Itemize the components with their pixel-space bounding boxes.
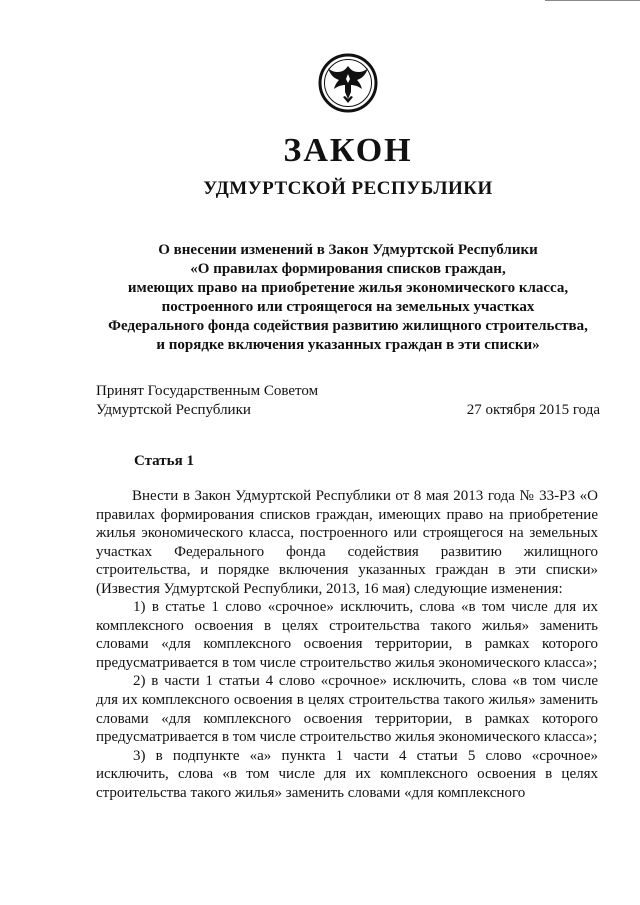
adoption-block: [96, 382, 600, 419]
heading-line: «О правилах формирования списков граждан,: [190, 261, 506, 277]
article-paragraph: 2) в части 1 статьи 4 слово «срочное» исключить, слова «в том числе для их комплексного освоения в целях строительства такого жилья» заменить словами «для комплексного освоения территории, в рамках которого предусматривается в том числе строительство жилья экономического класса»;: [96, 673, 598, 746]
top-edge-line: [545, 0, 640, 1]
adopted-by-line2: Удмуртской Республики: [96, 401, 251, 418]
article-body: [96, 487, 598, 802]
heading-line: О внесении изменений в Закон Удмуртской Республики: [158, 242, 538, 258]
article-paragraph: Внести в Закон Удмуртской Республики от 8 мая 2013 года № 33-РЗ «О правилах формирования списков граждан, имеющих право на приобретение жилья экономического класса, построенного или строящегося на земельных участках Федерального фонда содействия развитию жилищного строительства, и порядке включения указанных граждан в эти списки» (Известия Удмуртской Республики, 2013, 16 мая) следующие изменения:: [96, 488, 598, 597]
law-subtitle: УДМУРТСКОЙ РЕСПУБЛИКИ: [203, 178, 493, 199]
coat-of-arms-icon: [317, 52, 379, 114]
heading-line: Федерального фонда содействия развитию жилищного строительства,: [108, 318, 588, 334]
heading-line: и порядке включения указанных граждан в эти списки»: [156, 337, 540, 353]
heading-line: имеющих право на приобретение жилья экономического класса,: [127, 280, 569, 296]
article-paragraph: 1) в статье 1 слово «срочное» исключить, слова «в том числе для их комплексного освоения в целях строительства такого жилья» заменить словами «для комплексного освоения территории, в рамках которого предусматривается в том числе строительство жилья экономического класса»;: [96, 599, 598, 671]
adoption-date: 27 октября 2015 года: [466, 401, 600, 418]
heading-line: построенного или строящегося на земельных участках: [161, 299, 535, 315]
article-title: Статья 1: [134, 453, 194, 469]
article-paragraph: 3) в подпункте «а» пункта 1 части 4 статьи 5 слово «срочное» исключить, слова «в том числе для их комплексного освоения в целях строительства такого жилья» заменить словами «для комплексного: [96, 747, 598, 801]
adopted-by-line1: Принят Государственным Советом: [96, 383, 319, 399]
document-heading: [96, 241, 600, 355]
law-title: ЗАКОН: [283, 132, 413, 169]
